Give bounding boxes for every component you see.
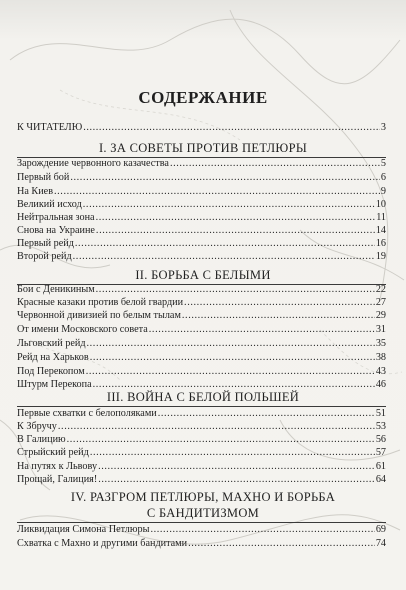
dot-leader [98,474,375,485]
toc-entry-page: 29 [375,310,386,321]
toc-entry-title: От имени Московского совета [17,324,148,335]
section-heading: II. БОРЬБА С БЕЛЫМИ [135,268,271,282]
dot-leader [70,172,380,183]
dot-leader [58,421,375,432]
section-heading: I. ЗА СОВЕТЫ ПРОТИВ ПЕТЛЮРЫ [98,141,308,155]
toc-entry-title: Схватка с Махно и другими бандитами [17,538,188,549]
toc-entry-title: Первые схватки с белополяками [17,408,157,419]
toc-entry-title: Красные казаки против белой гвардии [17,297,184,308]
toc-entry-page: 9 [380,186,386,197]
toc-entry [17,524,386,537]
toc-entry [17,338,386,351]
toc-entry-page: 11 [376,212,386,223]
toc-entry [17,324,386,337]
toc-entry-page: 3 [380,122,386,133]
dot-leader [98,461,375,472]
toc-entry-title: Второй рейд [17,251,72,262]
toc-entry-title: Рейд на Харьков [17,352,89,363]
dot-leader [75,238,375,249]
toc-entry-title: Зарождение червонного казачества [17,158,169,169]
toc-entry-page: 64 [375,474,386,485]
section-rule [17,406,386,407]
toc-entry [17,186,386,199]
toc-entry [17,212,386,225]
dot-leader [83,199,375,210]
toc-entry [17,408,386,421]
toc-entry-title: К Збручу [17,421,57,432]
dot-leader [184,297,375,308]
dot-leader [54,186,380,197]
toc-entry-page: 56 [375,434,386,445]
toc-entry-title: Прощай, Галиция! [17,474,98,485]
toc-entry-title: На Киев [17,186,54,197]
toc-entry-title: Первый рейд [17,238,74,249]
toc-entry-title: Ликвидация Симона Петлюры [17,524,150,535]
dot-leader [96,212,376,223]
dot-leader [73,251,375,262]
toc-entry-page: 74 [375,538,386,549]
dot-leader [188,538,375,549]
toc-entry [17,158,386,171]
toc-entry-title: Под Перекопом [17,366,85,377]
dot-leader [150,524,374,535]
section-heading: IV. РАЗГРОМ ПЕТЛЮРЫ, МАХНО И БОРЬБА [70,490,336,504]
toc-entry [17,421,386,434]
dot-leader [93,379,375,390]
toc-entry-page: 6 [380,172,386,183]
toc-entry-page: 5 [380,158,386,169]
toc-entry-page: 46 [375,379,386,390]
dot-leader [90,447,375,458]
toc-entry-title: Бои с Деникиным [17,284,95,295]
toc-entry [17,284,386,297]
dot-leader [96,284,375,295]
toc-entry [17,310,386,323]
toc-entry [17,538,386,551]
section-heading: III. ВОЙНА С БЕЛОЙ ПОЛЬШЕЙ [106,390,300,404]
dot-leader [90,352,375,363]
toc-entry-title: Снова на Украине [17,225,95,236]
toc-entry-page: 16 [375,238,386,249]
dot-leader [182,310,375,321]
toc-entry-page: 27 [375,297,386,308]
toc-entry-title: Первый бой [17,172,70,183]
toc-entry [17,297,386,310]
toc-entry [17,199,386,212]
toc-entry [17,461,386,474]
toc-entry-title: Льговский рейд [17,338,86,349]
toc-entry [17,225,386,238]
dot-leader [96,225,375,236]
toc-entry [17,251,386,264]
toc-entry-title: Червонной дивизией по белым тылам [17,310,181,321]
toc-entry-title: В Галицию [17,434,66,445]
dot-leader [149,324,375,335]
dot-leader [86,366,375,377]
toc-entry-title: На путях к Львову [17,461,98,472]
toc-entry-page: 22 [375,284,386,295]
toc-entry [17,352,386,365]
section-heading-line2: С БАНДИТИЗМОМ [146,506,260,520]
toc-entry-title: Штурм Перекопа [17,379,92,390]
toc-entry-title: Великий исход [17,199,82,210]
toc-entry-title: К ЧИТАТЕЛЮ [17,122,83,133]
toc-entry [17,238,386,251]
toc-entry [17,172,386,185]
toc-entry-page: 57 [375,447,386,458]
toc-entry-page: 61 [375,461,386,472]
toc-entry-page: 51 [375,408,386,419]
toc-entry-title: Стрыйский рейд [17,447,89,458]
toc-entry-page: 38 [375,352,386,363]
toc-entry-page: 31 [375,324,386,335]
dot-leader [83,122,380,133]
toc-entry-intro [17,122,386,135]
section-rule [17,522,386,523]
dot-leader [87,338,375,349]
toc-entry-page: 19 [375,251,386,262]
toc-entry-page: 35 [375,338,386,349]
dot-leader [67,434,375,445]
toc-entry-page: 10 [375,199,386,210]
toc-entry [17,447,386,460]
page-title: СОДЕРЖАНИЕ [138,88,268,107]
toc-entry-page: 53 [375,421,386,432]
toc-entry-title: Нейтральная зона [17,212,95,223]
dot-leader [170,158,380,169]
toc-entry [17,474,386,487]
toc-entry [17,434,386,447]
dot-leader [158,408,375,419]
toc-entry-page: 69 [375,524,386,535]
toc-entry [17,366,386,379]
toc-entry-page: 43 [375,366,386,377]
toc-entry-page: 14 [375,225,386,236]
